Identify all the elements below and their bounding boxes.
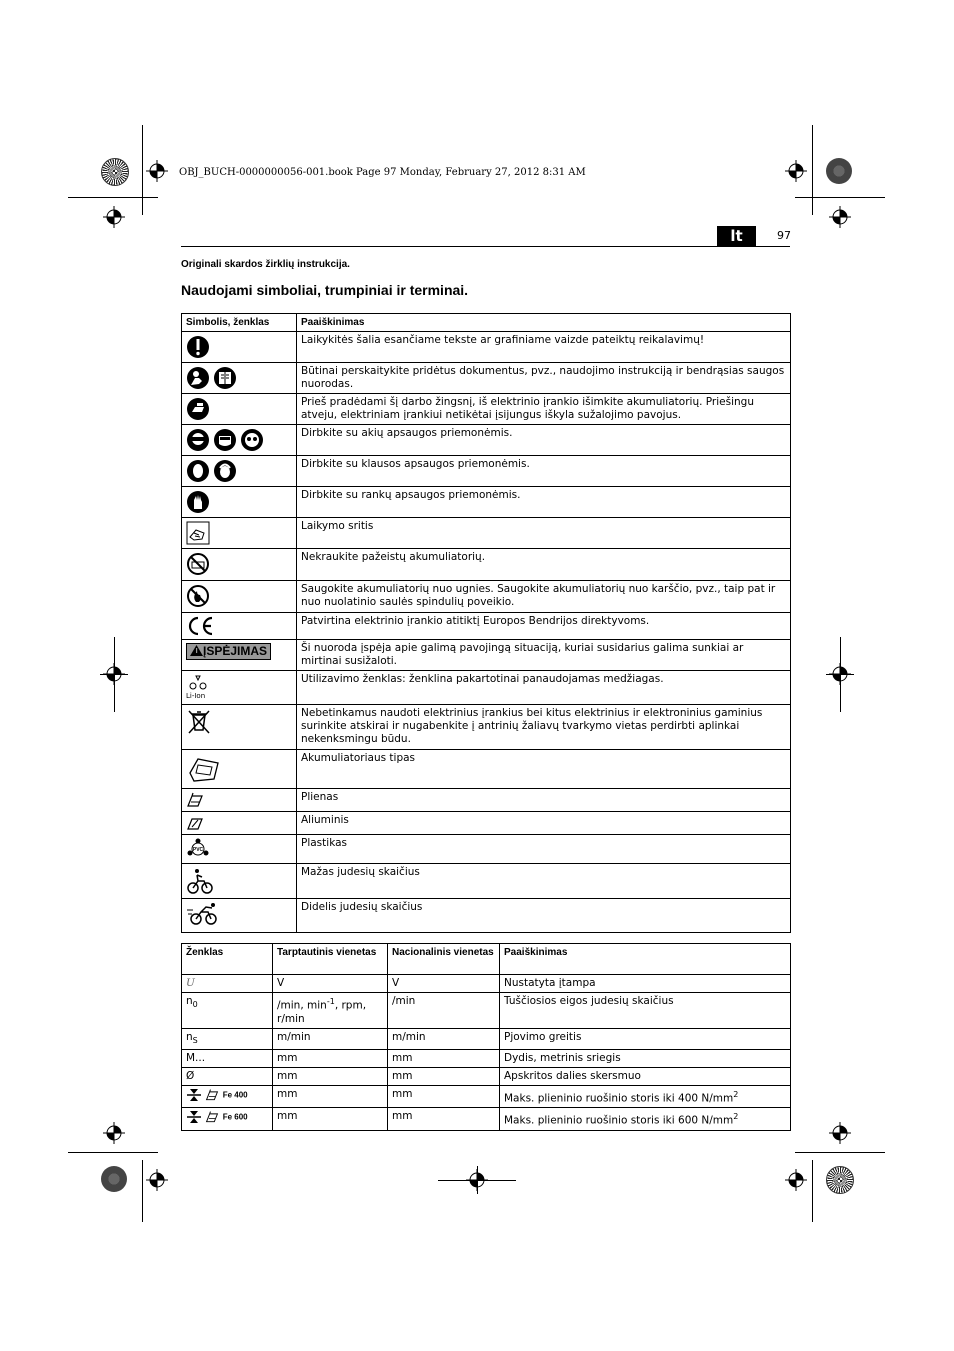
table-row — [182, 671, 791, 705]
steel-grade-label: Fe 600 — [222, 1112, 248, 1122]
sign-cell: M... — [182, 1049, 273, 1067]
description-cell: Maks. plieninio ruošinio storis iki 600 $N/mm^2$ — [500, 1108, 791, 1131]
cutting-thickness-icon — [186, 1088, 202, 1102]
row-description: Saugokite akumuliatorių nuo ugnies. Saugokite akumuliatorių nuo karščio, pvz., taip pat ir nuo nuolatinio saulės spindulių poveikio. — [297, 581, 791, 613]
column-header: Simbolis, ženklas — [182, 314, 297, 332]
column-header: Ženklas — [182, 944, 273, 975]
row-description: Dirbkite su rankų apsaugos priemonėmis. — [297, 487, 791, 518]
row-description: Laikykitės šalia esančiame tekste ar grafiniame vaizde pateiktų reikalavimų! — [297, 332, 791, 363]
intl-unit-cell: mm — [273, 1067, 388, 1085]
description-cell: Apskritos dalies skersmuo — [500, 1067, 791, 1085]
row-description: Dirbkite su klausos apsaugos priemonėmis. — [297, 456, 791, 487]
no-fire-battery-icon — [186, 584, 210, 608]
row-description: Plastikas — [297, 835, 791, 864]
attention-icon — [186, 335, 210, 359]
row-description: Didelis judesių skaičius — [297, 899, 791, 933]
steel-icon — [205, 1088, 219, 1102]
registration-mark-icon — [785, 160, 807, 182]
color-rosette-icon — [826, 1166, 854, 1194]
registration-mark-icon — [103, 1122, 125, 1144]
registration-mark-icon — [103, 206, 125, 228]
registration-mark-icon — [829, 1122, 851, 1144]
table-row — [182, 456, 791, 487]
intl-unit-cell: V — [273, 975, 388, 993]
registration-mark-icon — [785, 1169, 807, 1191]
high-stroke-rate-icon — [186, 902, 220, 926]
column-header: Paaiškinimas — [500, 944, 791, 975]
intl-unit-cell: /min, $\min^{-1}$, rpm, r/min — [273, 993, 388, 1029]
table-row — [182, 1028, 791, 1049]
color-rosette-icon — [101, 1166, 127, 1192]
file-info: OBJ_BUCH-0000000056-001.book Page 97 Monday, February 27, 2012 8:31 AM — [179, 167, 586, 178]
row-description: Prieš pradėdami šį darbo žingsnį, iš elektrinio įrankio išimkite akumuliatorių. Priešingu atveju, elektriniam įrankiui netikėtai įsijungus iškyla sužalojimo pavojus. — [297, 394, 791, 425]
sign-cell: $n_0$ — [182, 993, 273, 1029]
description-cell: Maks. plieninio ruošinio storis iki 400 $N/mm^2$ — [500, 1085, 791, 1108]
battery-type-icon — [186, 753, 222, 785]
language-badge: lt — [717, 226, 756, 247]
plastic-pvc-icon — [186, 838, 210, 860]
sign-cell — [182, 1108, 273, 1131]
table-row — [182, 487, 791, 518]
column-header: Paaiškinimas — [297, 314, 791, 332]
table-row — [182, 705, 791, 750]
column-header: Nacionalinis vienetas — [388, 944, 500, 975]
natl-unit-cell: mm — [388, 1085, 500, 1108]
row-description: Ši nuoroda įspėja apie galimą pavojingą situaciją, kuriai susidarius galima sunkiai ar mirtinai susižaloti. — [297, 640, 791, 671]
sign-cell: $n_S$ — [182, 1028, 273, 1049]
registration-mark-icon — [466, 1169, 488, 1191]
table-row — [182, 640, 791, 671]
table-header-row — [182, 944, 791, 975]
warning-triangle-icon — [190, 645, 203, 656]
description-cell: Pjovimo greitis — [500, 1028, 791, 1049]
intl-unit-cell: mm — [273, 1049, 388, 1067]
table-row — [182, 581, 791, 613]
ear-muffs-icon — [213, 459, 237, 483]
column-header: Tarptautinis vienetas — [273, 944, 388, 975]
grip-area-icon — [186, 521, 210, 545]
page-number: 97 — [777, 229, 791, 242]
table-row — [182, 549, 791, 581]
natl-unit-cell: V — [388, 975, 500, 993]
natl-unit-cell: /min — [388, 993, 500, 1029]
table-row — [182, 613, 791, 640]
table-row — [182, 363, 791, 394]
steel-grade-label: Fe 400 — [222, 1090, 248, 1100]
registration-mark-icon — [146, 160, 168, 182]
table-row — [182, 899, 791, 933]
header-rule — [181, 246, 790, 247]
color-rosette-icon — [826, 158, 852, 184]
row-description: Nebetinkamus naudoti elektrinius įrankius bei kitus elektrinius ir elektroninius gaminius surinkite atskirai ir nugabenkite į antrinių žaliavų tvarkymo vietas perdirbti aplinkai nekenksmingu būdu. — [297, 705, 791, 750]
row-description: Dirbkite su akių apsaugos priemonėmis. — [297, 425, 791, 456]
table-row — [182, 993, 791, 1029]
sign-cell: Ø — [182, 1067, 273, 1085]
cutting-thickness-icon — [186, 1110, 202, 1124]
sign-cell — [182, 1085, 273, 1108]
intl-unit-cell: mm — [273, 1108, 388, 1131]
gloves-icon — [186, 490, 210, 514]
table-row — [182, 518, 791, 549]
no-damaged-battery-icon — [186, 552, 210, 576]
table-row — [182, 1085, 791, 1108]
row-description: Patvirtina elektrinio įrankio atitiktį Europos Bendrijos direktyvoms. — [297, 613, 791, 640]
intl-unit-cell: m/min — [273, 1028, 388, 1049]
row-description: Laikymo sritis — [297, 518, 791, 549]
recycling-icon — [186, 674, 210, 692]
natl-unit-cell: mm — [388, 1108, 500, 1131]
crossed-bin-icon — [186, 708, 212, 736]
table-row — [182, 1067, 791, 1085]
row-description: Plienas — [297, 789, 791, 812]
section-title: Naudojami simboliai, trumpiniai ir terminai. — [181, 282, 469, 298]
description-cell: Nustatyta įtampa — [500, 975, 791, 993]
row-description: Būtinai perskaitykite pridėtus dokumentus, pvz., naudojimo instrukciją ir bendrąsias saugos nuorodas. — [297, 363, 791, 394]
registration-mark-icon — [829, 206, 851, 228]
registration-mark-icon — [146, 1169, 168, 1191]
table-row — [182, 394, 791, 425]
description-cell: Tuščiosios eigos judesių skaičius — [500, 993, 791, 1029]
natl-unit-cell: mm — [388, 1067, 500, 1085]
ear-protection-icon — [186, 459, 210, 483]
row-description: Akumuliatoriaus tipas — [297, 750, 791, 789]
row-description: Utilizavimo ženklas: ženklina pakartotinai panaudojamas medžiagas. — [297, 671, 791, 705]
table-row — [182, 1108, 791, 1131]
table-row — [182, 812, 791, 835]
table-row — [182, 750, 791, 789]
recycle-label: Li-Ion — [186, 692, 206, 700]
table-row — [182, 835, 791, 864]
registration-mark-icon — [829, 663, 851, 685]
ce-mark-icon — [186, 616, 214, 636]
table-row — [182, 864, 791, 899]
color-rosette-icon — [101, 158, 129, 186]
row-description: Aliuminis — [297, 812, 791, 835]
aluminium-icon — [186, 815, 204, 831]
units-table — [181, 943, 791, 1131]
steel-icon — [205, 1110, 219, 1124]
document-subtitle: Originali skardos žirklių instrukcija. — [181, 259, 350, 270]
table-header-row — [182, 314, 791, 332]
svg-text:PVC: PVC — [192, 847, 204, 853]
table-row — [182, 425, 791, 456]
sign-cell: U — [182, 975, 273, 993]
description-cell: Dydis, metrinis sriegis — [500, 1049, 791, 1067]
table-row — [182, 332, 791, 363]
warning-badge: ĮSPĖJIMAS — [186, 643, 271, 660]
face-shield-icon — [213, 428, 237, 452]
row-description: Mažas judesių skaičius — [297, 864, 791, 899]
safety-glasses-icon — [240, 428, 264, 452]
remove-battery-icon — [186, 397, 210, 421]
natl-unit-cell: mm — [388, 1049, 500, 1067]
low-stroke-rate-icon — [186, 867, 214, 895]
row-description: Nekraukite pažeistų akumuliatorių. — [297, 549, 791, 581]
book-icon — [213, 366, 237, 390]
goggles-icon — [186, 428, 210, 452]
registration-mark-icon — [103, 663, 125, 685]
steel-icon — [186, 792, 204, 808]
read-manual-icon — [186, 366, 210, 390]
symbols-table — [181, 313, 791, 933]
table-row — [182, 789, 791, 812]
natl-unit-cell: m/min — [388, 1028, 500, 1049]
intl-unit-cell: mm — [273, 1085, 388, 1108]
table-row — [182, 975, 791, 993]
table-row — [182, 1049, 791, 1067]
